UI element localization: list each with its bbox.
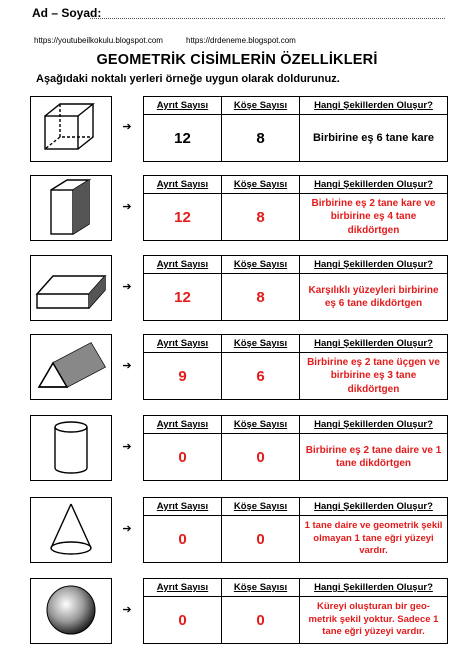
cylinder-icon [31, 416, 111, 479]
row-cylinder [143, 415, 448, 481]
cone-icon [31, 498, 111, 561]
vertices-answer[interactable]: 8 [222, 194, 300, 240]
arrow-icon: ➔ [122, 201, 132, 213]
rectangular-prism-icon [31, 256, 111, 319]
edges-header: Ayrıt Sayısı [144, 416, 222, 434]
edges-header: Ayrıt Sayısı [144, 176, 222, 194]
arrow-icon: ➔ [122, 121, 132, 133]
row-square-prism [143, 175, 448, 241]
vertices-value: 8 [222, 115, 300, 161]
vertices-answer[interactable]: 0 [222, 516, 300, 562]
edges-header: Ayrıt Sayısı [144, 498, 222, 516]
row-cube [143, 96, 448, 162]
edges-header: Ayrıt Sayısı [144, 579, 222, 597]
faces-header: Hangi Şekillerden Oluşur? [300, 579, 447, 597]
shape-box-rectangular-prism [30, 255, 112, 321]
edges-answer[interactable]: 12 [144, 194, 222, 240]
faces-answer[interactable]: Küreyi oluşturan bir geo-metrik şekil yoktur. Sadece 1 tane eğri yüzeyi vardır. [308, 600, 439, 638]
faces-answer[interactable]: Birbirine eş 2 tane daire ve 1 tane dikdörtgen [305, 444, 442, 469]
row-rectangular-prism [143, 255, 448, 321]
arrow-icon: ➔ [122, 604, 132, 616]
edges-header: Ayrıt Sayısı [144, 97, 222, 115]
shape-box-cone [30, 497, 112, 563]
arrow-icon: ➔ [122, 281, 132, 293]
faces-header: Hangi Şekillerden Oluşur? [300, 416, 447, 434]
sphere-icon [31, 579, 111, 642]
vertices-answer[interactable]: 0 [222, 434, 300, 480]
row-triangular-prism [143, 334, 448, 400]
link-left[interactable]: https://youtubeilkokulu.blogspot.com [34, 36, 163, 45]
faces-value: Birbirine eş 6 tane kare [312, 131, 435, 144]
name-fill-line[interactable] [90, 18, 445, 19]
shape-box-sphere [30, 578, 112, 644]
instruction-text: Aşağıdaki noktalı yerleri örneğe uygun olarak doldurunuz. [36, 73, 340, 85]
edges-answer[interactable]: 0 [144, 597, 222, 643]
triangular-prism-icon [31, 335, 111, 398]
vertices-header: Köşe Sayısı [222, 498, 300, 516]
shape-box-cylinder [30, 415, 112, 481]
edges-answer[interactable]: 9 [144, 353, 222, 399]
vertices-header: Köşe Sayısı [222, 176, 300, 194]
vertices-header: Köşe Sayısı [222, 97, 300, 115]
faces-header: Hangi Şekillerden Oluşur? [300, 176, 447, 194]
arrow-icon: ➔ [122, 441, 132, 453]
row-cone [143, 497, 448, 563]
arrow-icon: ➔ [122, 523, 132, 535]
edges-answer[interactable]: 0 [144, 434, 222, 480]
vertices-answer[interactable]: 6 [222, 353, 300, 399]
link-right[interactable]: https://drdeneme.blogspot.com [186, 36, 296, 45]
faces-header: Hangi Şekillerden Oluşur? [300, 498, 447, 516]
vertices-answer[interactable]: 0 [222, 597, 300, 643]
edges-answer[interactable]: 12 [144, 274, 222, 320]
shape-box-cube [30, 96, 112, 162]
faces-answer[interactable]: Birbirine eş 2 tane üçgen ve birbirine eş 3 tane dikdörtgen [307, 356, 440, 395]
vertices-header: Köşe Sayısı [222, 416, 300, 434]
arrow-icon: ➔ [122, 360, 132, 372]
faces-answer[interactable]: Birbirine eş 2 tane kare ve birbirine eş 4 tane dikdörtgen [311, 197, 436, 236]
shape-box-square-prism [30, 175, 112, 241]
page-title: GEOMETRİK CİSİMLERİN ÖZELLİKLERİ [96, 52, 378, 68]
edges-header: Ayrıt Sayısı [144, 256, 222, 274]
shape-box-triangular-prism [30, 334, 112, 400]
vertices-header: Köşe Sayısı [222, 335, 300, 353]
faces-header: Hangi Şekillerden Oluşur? [300, 335, 447, 353]
faces-answer[interactable]: 1 tane daire ve geometrik şekil olmayan 1 tane eğri yüzeyi vardır. [304, 519, 443, 557]
name-label: Ad – Soyad: [32, 6, 102, 20]
faces-header: Hangi Şekillerden Oluşur? [300, 256, 447, 274]
cube-icon [31, 97, 111, 160]
edges-header: Ayrıt Sayısı [144, 335, 222, 353]
edges-answer[interactable]: 0 [144, 516, 222, 562]
faces-answer[interactable]: Karşılıklı yüzeyleri birbirine eş 6 tane dikdörtgen [308, 284, 439, 309]
vertices-header: Köşe Sayısı [222, 579, 300, 597]
row-sphere [143, 578, 448, 644]
faces-header: Hangi Şekillerden Oluşur? [300, 97, 447, 115]
edges-value: 12 [144, 115, 222, 161]
vertices-header: Köşe Sayısı [222, 256, 300, 274]
square-prism-icon [31, 176, 111, 239]
vertices-answer[interactable]: 8 [222, 274, 300, 320]
